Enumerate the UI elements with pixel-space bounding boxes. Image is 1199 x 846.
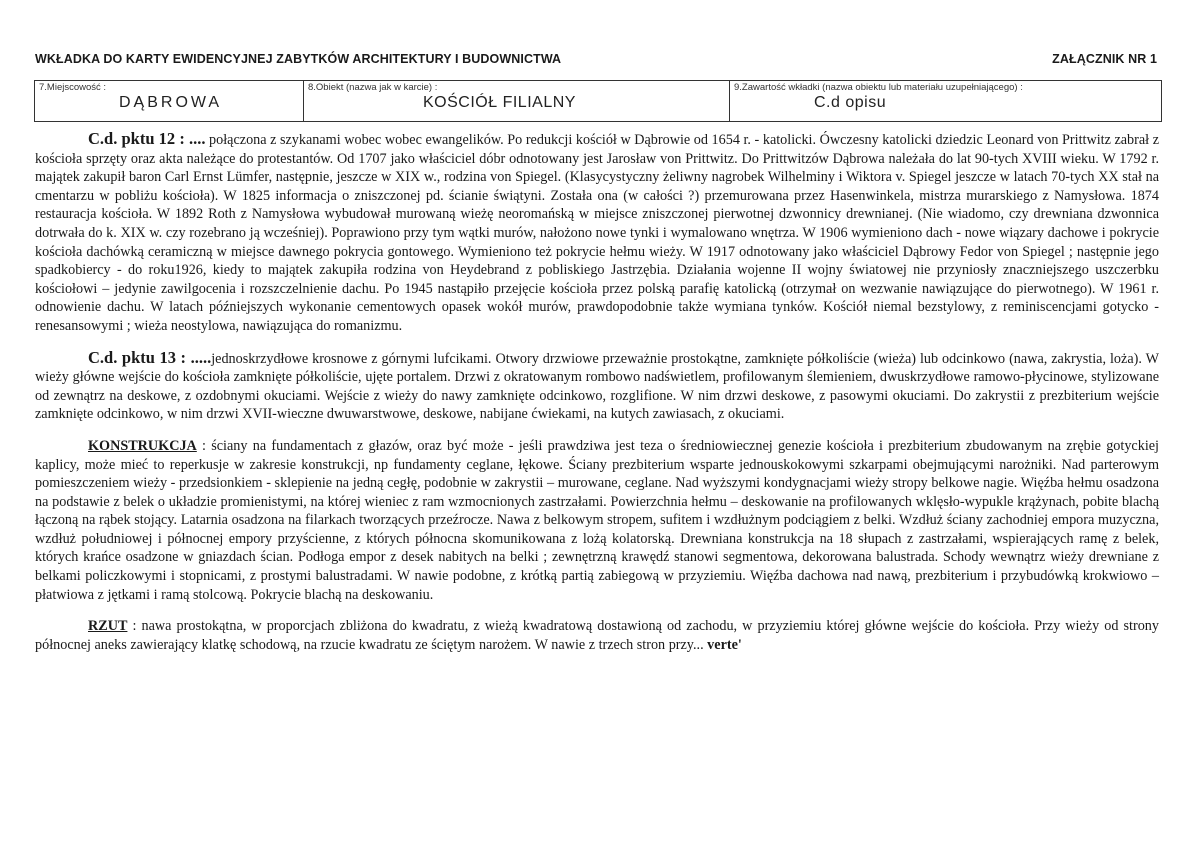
point-12-heading: C.d. pktu 12 : .... <box>88 129 206 148</box>
field-object <box>304 81 730 121</box>
verte-note: verte' <box>703 636 742 653</box>
point-12-text: połączona z szykanami wobec wobec ewangelików. Po redukcji kościół w Dąbrowie od 1654 r. - katolicki. Ówczesny katolicki dziedzic Leonard von Prittwitz zabrał z kościoła sprzęty oraz akta należące do protestantów. Od 1707 jako właściciel dóbr odnotowany jest Jarosław von Prittwitz. Do Prittwitzów Dąbrowa należała do lat 90-tych XVIII wieku. W 1792 r. majątek zakupił baron Carl Ernst Lümfer, następnie, jeszcze w XIX w., rodzina von Spiegel. (Klasycystyczny żeliwny nagrobek Wilhelminy i Wiktora v. Spiegel jeszcze w latach 70-tych XX stał na cmentarzu w pobliżu kościoła). W 1825 informacja o zniszczonej pd. ścianie świątyni. Została ona (w całości ?) przemurowana przez Hasenwinkela, mistrza murarskiego z Namysłowa. 1874 restauracja kościoła. W 1892 Roth z Namysłowa wybudował murowaną wieżę neoromańską w miejsce zniszczonej pierwotnej dzwonnicy drewnianej. (Nie wiadomo, czy drewniana dzwonnica dotrwała do k. XIX w. czy rozebrano ją wcześniej). Poprawiono przy tym wątki murów, nałożono nowe tynki i wymalowano wnętrza. W 1906 wymieniono dach - nowe wiązary dachowe i pokrycie kościoła dachówką ceramiczną w miejsce dawnego pokrycia gontowego. Wymieniono też pokrycie hełmu wieży. W 1917 odnotowany jako właściciel Dąbrowy Fedor von Spiegel ; następnie jego spadkobiercy - do roku1926, kiedy to majątek zakupiła rodzina von Heydebrand z pobliskiego Jastrzębia. Działania wojenne II wojny światowej nie przyniosły znaczniejszego uszczerbku kościołowi – jedynie zawilgocenia i rozszczelnienie dachu. Po 1945 nastąpiło przejęcie kościoła przez polską parafię katolicką (otrzymał on wezwanie nawiązujące do pierwotnego). W 1961 r. odnowienie dachu. W latach późniejszych wykonanie cementowych opasek wokół murów, prawdopodobnie także wymiana tynków. Kościół niemal bezstylowy, z reminiscencjami gotycko - renesansowymi ; wieża neostylowa, nawiązująca do romanizmu. <box>35 132 1159 334</box>
paragraph-point-12 <box>35 130 1159 336</box>
point-13-heading: C.d. pktu 13 : ..... <box>88 347 212 367</box>
field-locality-value: DĄBROWA <box>119 94 223 111</box>
appendix-label: ZAŁĄCZNIK NR 1 <box>1052 52 1157 66</box>
konstrukcja-heading: KONSTRUKCJA <box>88 437 197 454</box>
field-contents <box>730 81 1161 121</box>
point-13-text: jednoskrzydłowe krosnowe z górnymi lufcikami. Otwory drzwiowe przeważnie prostokątne, zamknięte półkoliście (wieża) lub odcinkowo (nawa, zakrystia, loża). W wieży główne wejście do kościoła zamknięte półkoliście, ujęte portalem. Drzwi z okratowanym rombowo nadświetlem, profilowanym ślemieniem, dwuskrzydłowe ramowo-płycinowe, stylizowane od zewnątrz na deskowe, z ozdobnymi okuciami. Wejście z wieży do nawy zamknięte odcinkowo, rozglifione. W nim drzwi deskowe, z pasowymi okuciami. Do zakrystii z prezbiterium wejście zamknięte odcinkowo, w nim drzwi XVII-wieczne dwuwarstwowe, deskowe, nabijane ćwiekami, na kutych zawiasach, z okuciami. <box>35 350 1159 423</box>
paragraph-point-13 <box>35 349 1159 424</box>
paragraph-rzut <box>35 617 1159 654</box>
document-body <box>35 130 1159 667</box>
rzut-heading: RZUT <box>88 618 128 635</box>
field-locality-label: 7.Miejscowość : <box>39 82 107 93</box>
field-contents-value: C.d opisu <box>814 94 887 111</box>
document-header <box>35 52 1157 66</box>
konstrukcja-text: : ściany na fundamentach z głazów, oraz być może - jeśli prawdziwa jest teza o średniowiecznej genezie kościoła i prezbiterium zbudowanym na zrębie gotyckiej kaplicy, może mieć to reperkusje w zakresie konstrukcji, np fundamenty ceglane, łękowe. Ściany prezbiterium wsparte jednouskokowymi szkarpami obejmującymi narożniki. Nad parterowym pomieszczeniem wieży - przedsionkiem - sklepienie na jedną cegłę, podobnie w zakrystii – murowane, ceglane. Nad wyższymi kondygnacjami wieży stropy belkowe nagie. Więźba hełmu osadzona na podstawie z belek o układzie promienistymi, na której wieniec z ram wzmocnionych zastrzałami. Powierzchnia hełmu – deskowanie na profilowanych wklęsło-wypukle krążynach, pobite blachą łączoną na rąbek stojący. Latarnia osadzona na filarkach tworzących przeźrocze. Nawa z belkowym stropem, sufitem i wzdłużnym podciągiem z belki. Wzdłuż ściany zachodniej empora muzyczna, wzdłuż południowej i północnej empory przyścienne, z których północna skomunikowana z lożą kolatorską. Drewniana konstrukcja na 18 słupach z zastrzałami, wspierających ramę z belek, których krańce osadzone w gniazdach ścian. Podłoga empor z desek nabitych na belki ; zewnętrzną krawędź stanowi segmentowa, dekorowana balustrada. Schody wewnątrz wieży drewniane z belkami policzkowymi i stopnicami, z prostymi balustradami. W nawie podobne, z krótką partią zabiegową w przyziemiu. Więźba dachowa nad nawą, prezbiterium i przybudówką krokwiowo – płatwiowa z jętkami i ramą stolcową. Pokrycie blachą na deskowaniu. <box>35 437 1159 603</box>
field-locality <box>35 81 304 121</box>
field-contents-label: 9.Zawartość wkładki (nazwa obiektu lub materiału uzupełniającego) : <box>734 82 1023 93</box>
rzut-text: : nawa prostokątna, w proporcjach zbliżona do kwadratu, z wieżą kwadratową dostawioną od zachodu, w przyziemiu której główne wejście do kościoła. Przy wieży od strony północnej aneks zawierający klatkę schodową, na rzucie kwadratu ze ściętym narożem. W nawie z trzech stron przy... <box>35 618 1159 653</box>
field-object-value: KOŚCIÓŁ FILIALNY <box>423 94 576 111</box>
field-object-label: 8.Obiekt (nazwa jak w karcie) : <box>308 82 438 93</box>
document-title: WKŁADKA DO KARTY EWIDENCYJNEJ ZABYTKÓW ARCHITEKTURY I BUDOWNICTWA <box>35 52 562 66</box>
paragraph-konstrukcja <box>35 437 1159 604</box>
fields-row <box>34 80 1162 122</box>
